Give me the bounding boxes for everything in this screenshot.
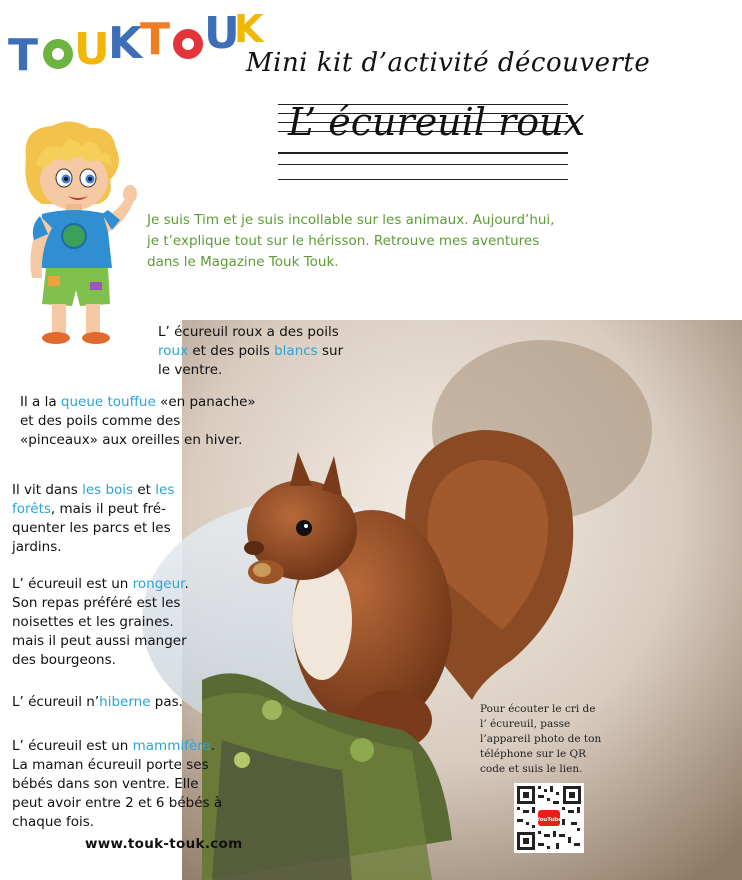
fact-text: le ventre. bbox=[158, 362, 223, 378]
youtube-badge-text: YouTube bbox=[536, 817, 562, 823]
kit-subtitle: Mini kit d’activité découverte bbox=[246, 48, 651, 78]
fact-text: . bbox=[210, 738, 216, 754]
fact-text: noisettes et les graines. bbox=[12, 614, 174, 630]
fact-habitat bbox=[12, 481, 202, 557]
fact-text: L’ écureuil est un bbox=[12, 738, 133, 754]
touk-touk-logo bbox=[6, 7, 264, 81]
intro-line: Je suis Tim et je suis incollable sur les animaux. Aujourd’hui, bbox=[147, 212, 555, 228]
fact-text: sur bbox=[317, 343, 344, 359]
intro-text bbox=[147, 210, 577, 273]
fact-highlight: blancs bbox=[274, 343, 318, 359]
fact-text: peut avoir entre 2 et 6 bébés à bbox=[12, 795, 223, 811]
logo-letter: K bbox=[108, 18, 143, 69]
logo-letter: T bbox=[8, 30, 39, 81]
fact-text: L’ écureuil n’ bbox=[12, 694, 100, 710]
fact-text: chaque fois. bbox=[12, 814, 95, 830]
fact-highlight: forêts bbox=[12, 501, 51, 517]
fact-text: jardins. bbox=[12, 539, 62, 555]
fact-text: Il vit dans bbox=[12, 482, 83, 498]
logo-letter: K bbox=[234, 7, 264, 51]
fact-text: pas. bbox=[150, 694, 183, 710]
fact-highlight: roux bbox=[158, 343, 189, 359]
fact-text: La maman écureuil porte ses bbox=[12, 757, 209, 773]
fact-text: et bbox=[133, 482, 156, 498]
fact-text: des bourgeons. bbox=[12, 652, 116, 668]
website-url[interactable]: www.touk-touk.com bbox=[85, 836, 243, 852]
boy-character-illustration bbox=[12, 118, 142, 350]
logo-letter: U bbox=[204, 8, 240, 59]
qr-line: l’appareil photo de ton bbox=[480, 733, 602, 745]
fact-highlight: les bbox=[155, 482, 175, 498]
fact-highlight: mammifère bbox=[132, 738, 211, 754]
qr-instructions bbox=[480, 702, 610, 777]
fact-highlight: rongeur bbox=[132, 576, 185, 592]
fact-text: L’ écureuil est un bbox=[12, 576, 133, 592]
intro-line: dans le Magazine Touk Touk. bbox=[147, 254, 339, 270]
fact-text: bébés dans son ventre. Elle bbox=[12, 776, 199, 792]
fact-mammal bbox=[12, 737, 227, 832]
fact-text: quenter les parcs et les bbox=[12, 520, 171, 536]
fact-text: «en panache» bbox=[155, 394, 256, 410]
qr-code-icon[interactable] bbox=[514, 783, 584, 853]
qr-line: l’ écureuil, passe bbox=[480, 718, 571, 730]
intro-line: je t’explique tout sur le hérisson. Retrouve mes aventures bbox=[147, 233, 540, 249]
fact-text: Il a la bbox=[20, 394, 61, 410]
qr-line: code et suis le lien. bbox=[480, 763, 583, 775]
fact-tail bbox=[20, 393, 270, 450]
fact-text: et des poils bbox=[188, 343, 275, 359]
page-title: L’ écureuil roux bbox=[288, 100, 585, 144]
fact-rodent bbox=[12, 575, 202, 670]
fact-text: mais il peut aussi manger bbox=[12, 633, 187, 649]
fact-text: Son repas préféré est les bbox=[12, 595, 181, 611]
fact-highlight: queue touffue bbox=[60, 394, 156, 410]
fact-text: , mais il peut fré- bbox=[50, 501, 166, 517]
qr-line: Pour écouter le cri de bbox=[480, 703, 596, 715]
fact-text: «pinceaux» aux oreilles en hiver. bbox=[20, 432, 243, 448]
logo-letter: U bbox=[74, 24, 110, 75]
logo-letter: T bbox=[140, 14, 171, 65]
qr-line: téléphone sur le QR bbox=[480, 748, 587, 760]
fact-hibernate bbox=[12, 693, 202, 712]
fact-fur bbox=[158, 323, 388, 380]
fact-text: L’ écureuil roux a des poils bbox=[158, 324, 339, 340]
fact-text: . bbox=[184, 576, 189, 592]
fact-highlight: les bois bbox=[82, 482, 134, 498]
fact-highlight: hiberne bbox=[99, 694, 151, 710]
fact-text: et des poils comme des bbox=[20, 413, 181, 429]
